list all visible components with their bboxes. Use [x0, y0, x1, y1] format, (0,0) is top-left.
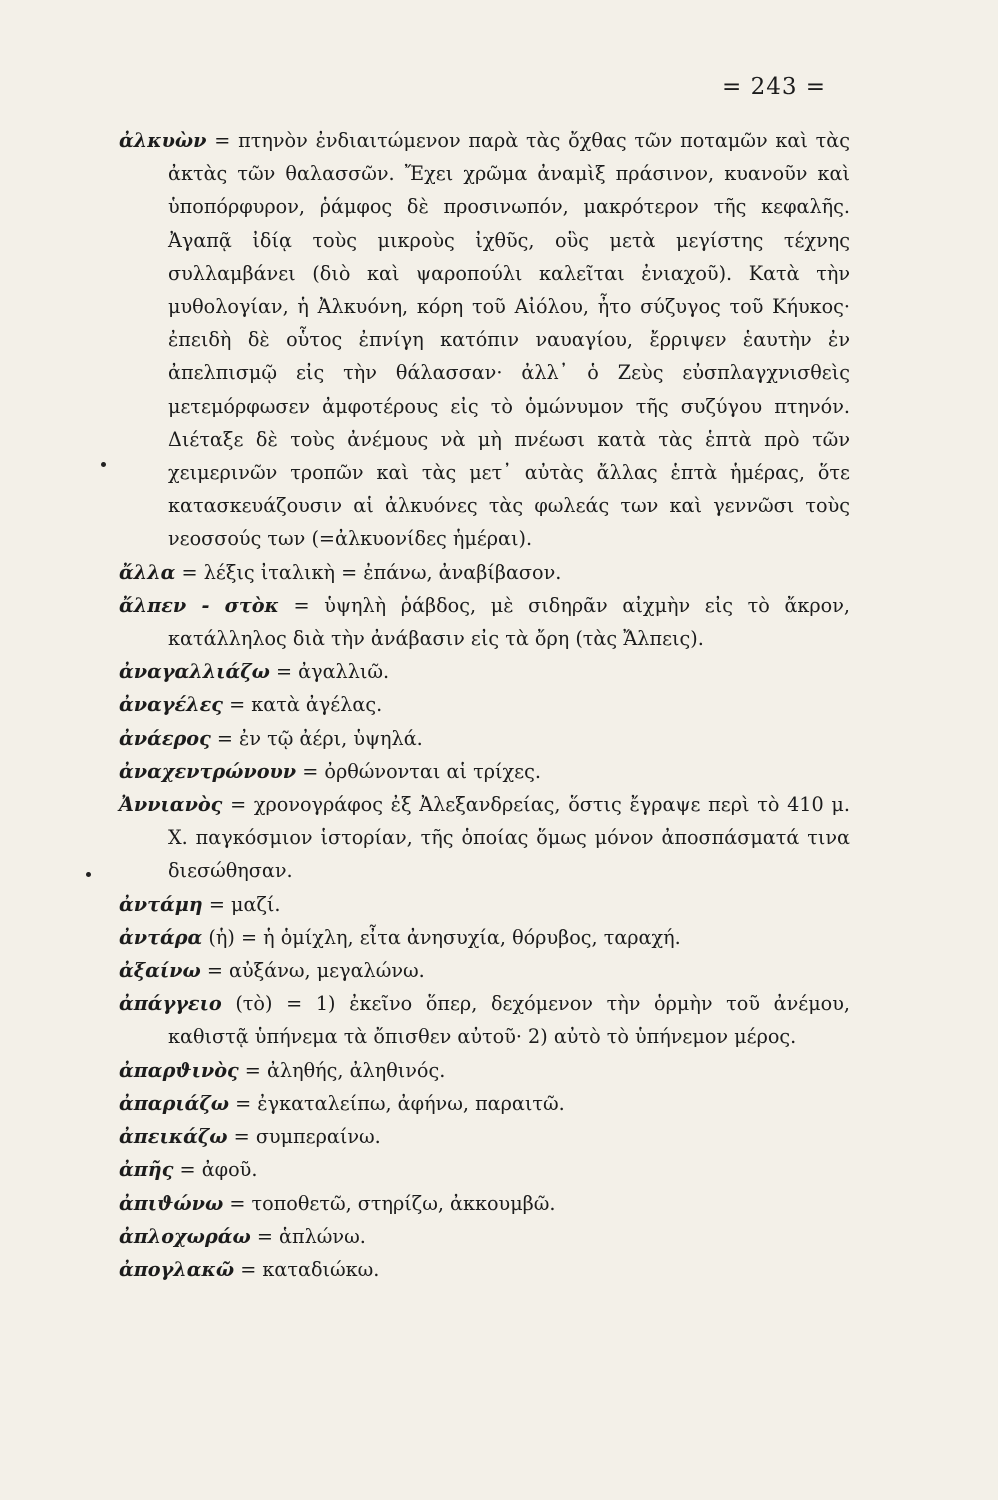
headword: ἀξαίνω [119, 959, 201, 983]
glossary-entry [119, 788, 850, 888]
glossary-entry [119, 987, 850, 1053]
margin-mark [86, 872, 91, 877]
page-number: = 243 = [722, 74, 827, 100]
definition: = ἐγκαταλείπω, ἀφήνω, παραιτῶ. [229, 1091, 565, 1115]
glossary-entry [119, 589, 850, 655]
definition: = συμπεραίνω. [227, 1125, 381, 1149]
glossary-entry [119, 1153, 850, 1186]
definition: = ὑψηλὴ ῥάβδος, μὲ σιδηρᾶν αἰχμὴν εἰς τὸ ἄκρον, κατάλληλος διὰ τὴν ἀνάβασιν εἰς τὰ ὄρη (τὰς Ἄλπεις). [168, 593, 850, 651]
glossary-entry [119, 1187, 850, 1220]
glossary-entry [119, 1054, 850, 1087]
definition: = ἀφοῦ. [173, 1158, 258, 1182]
headword: ἀντάρα [119, 925, 203, 949]
headword: ἀπεικάζω [119, 1125, 228, 1149]
headword: ἄλπεν - στὸκ [119, 593, 279, 617]
headword: ἄλλα [119, 560, 176, 584]
glossary-entry [119, 688, 850, 721]
definition: = ἀληθής, ἀληθινός. [238, 1058, 446, 1082]
glossary-entry [119, 722, 850, 755]
glossary-entry [119, 755, 850, 788]
headword: ἀπιϑώνω [119, 1191, 224, 1215]
definition: = καταδιώκω. [234, 1257, 380, 1281]
headword: ἀπαριάζω [119, 1091, 230, 1115]
headword: ἀπλοχωράω [119, 1224, 251, 1248]
definition: = αὐξάνω, μεγαλώνω. [200, 959, 425, 983]
glossary-entry [119, 1120, 850, 1153]
definition: = πτηνὸν ἐνδιαιτώμενον παρὰ τὰς ὄχθας τῶν ποταμῶν καὶ τὰς ἀκτὰς τῶν θαλασσῶν. Ἔχει χρῶμα ἀναμὶξ πράσινον, κυανοῦν καὶ ὑποπόρφυρον, ῥάμφος δὲ προσινωπόν, μακρότερον τῆς κεφαλῆς. Ἀγαπᾷ ἰδίᾳ τοὺς μικροὺς ἰχθῦς, οὓς μετὰ μεγίστης τέχνης συλλαμβάνει (διὸ καὶ ψαροπούλι καλεῖται ἐνιαχοῦ). Κατὰ τὴν μυθολογίαν, ἡ Ἀλκυόνη, κόρη τοῦ Αἰόλου, ἦτο σύζυγος τοῦ Κήυκος· ἐπειδὴ δὲ οὗτος ἐπνίγη κατόπιν ναυαγίου, ἔρριψεν ἑαυτὴν ἐν ἀπελπισμῷ εἰς τὴν θάλασσαν· ἀλλ᾽ ὁ Ζεὺς εὐσπλαγχνισθεὶς μετεμόρφωσεν ἀμφοτέρους εἰς τὸ ὁμώνυμον τῆς συζύγου πτηνόν. Διέταξε δὲ τοὺς ἀνέμους νὰ μὴ πνέωσι κατὰ τὰς ἑπτὰ πρὸ τῶν χειμερινῶν τροπῶν καὶ τὰς μετ᾽ αὐτὰς ἄλλας ἑπτὰ ἡμέρας, ὅτε κατασκευάζουσιν αἱ ἀλκυόνες τὰς φωλεάς των καὶ γεννῶσι τοὺς νεοσσούς των (=ἀλκυονίδες ἡμέραι). [168, 129, 850, 551]
definition: = ὀρθώνονται αἱ τρίχες. [296, 759, 541, 783]
glossary-entry [119, 888, 850, 921]
headword: ἀλκυὼν [119, 129, 207, 152]
definition: (ἡ) = ἡ ὁμίχλη, εἶτα ἀνησυχία, θόρυβος, ταραχή. [202, 925, 681, 949]
headword: Ἀννιανὸς [119, 793, 223, 817]
glossary-entry [119, 1253, 850, 1286]
headword: ἀντάμη [119, 892, 203, 916]
margin-mark [101, 462, 106, 467]
glossary-body [119, 124, 850, 1286]
definition: = μαζί. [202, 892, 281, 916]
definition: = λέξις ἰταλικὴ = ἐπάνω, ἀναβίβασον. [175, 560, 562, 584]
headword: ἀναγαλλιάζω [119, 660, 270, 684]
headword: ἀναγέλες [119, 693, 223, 717]
headword: ἀναχεντρώνουν [119, 759, 297, 783]
headword: ἀπογλακῶ [119, 1257, 235, 1281]
glossary-entry [119, 655, 850, 688]
headword: ἀπῆς [119, 1158, 174, 1182]
definition: = κατὰ ἀγέλας. [222, 693, 383, 717]
definition: = ἀγαλλιῶ. [269, 660, 390, 684]
headword: ἀπάγγειο [119, 992, 222, 1016]
glossary-entry [119, 124, 850, 556]
glossary-entry [119, 921, 850, 954]
definition: = ἐν τῷ ἀέρι, ὑψηλά. [210, 726, 423, 750]
headword: ἀνάερος [119, 726, 211, 750]
definition: = ἁπλώνω. [250, 1224, 366, 1248]
glossary-entry [119, 1087, 850, 1120]
definition: = χρονογράφος ἐξ Ἀλεξανδρείας, ὅστις ἔγραψε περὶ τὸ 410 μ. Χ. παγκόσμιον ἱστορίαν, τῆς ὁποίας ὅμως μόνον ἀποσπάσματά τινα διεσώθησαν. [168, 793, 850, 883]
definition: (τὸ) = 1) ἐκεῖνο ὅπερ, δεχόμενον τὴν ὁρμὴν τοῦ ἀνέμου, καθιστᾷ ὑπήνεμα τὰ ὄπισθεν αὐτοῦ· 2) αὐτὸ τὸ ὑπήνεμον μέρος. [168, 992, 850, 1049]
glossary-entry [119, 1220, 850, 1253]
definition: = τοποθετῶ, στηρίζω, ἀκκουμβῶ. [223, 1191, 556, 1215]
glossary-entry [119, 954, 850, 987]
headword: ἀπαρϑινὸς [119, 1058, 239, 1082]
glossary-entry [119, 556, 850, 589]
